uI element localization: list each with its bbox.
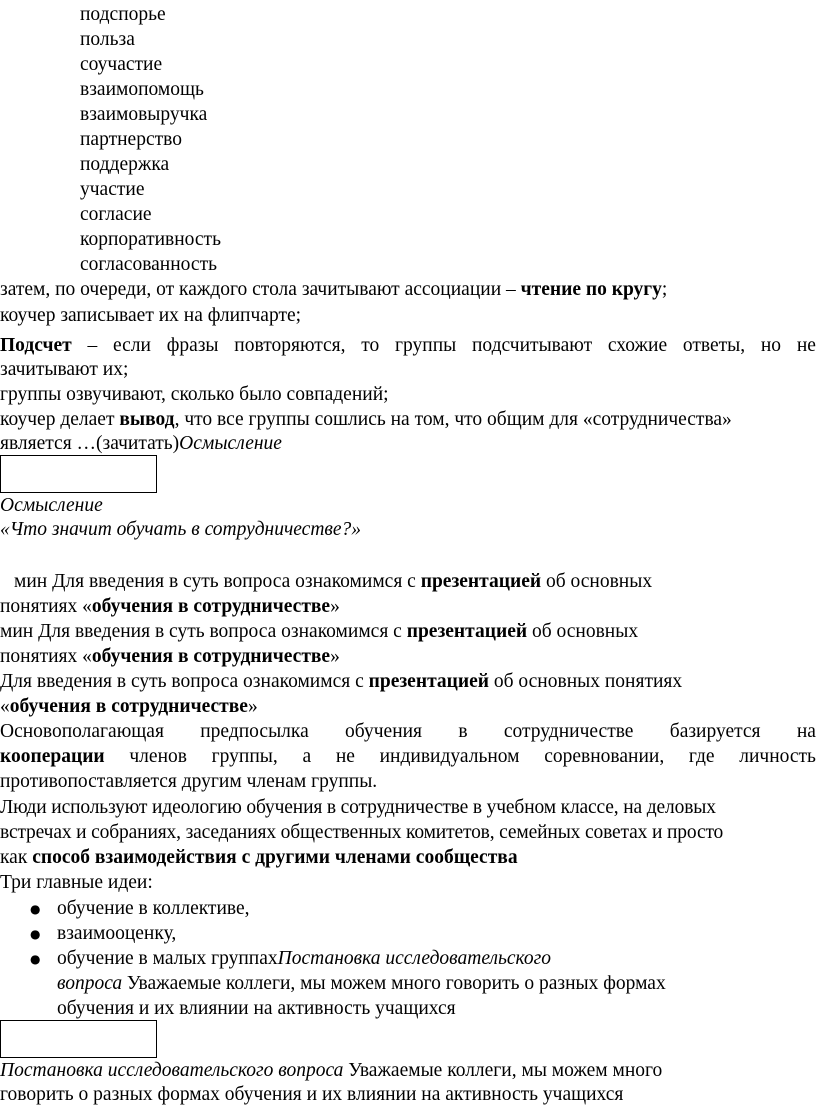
- empty-text-box: [0, 1020, 157, 1058]
- word-item: соучастие: [80, 54, 163, 75]
- presentation-line-3b: «обучения в сотрудничестве»: [0, 696, 258, 717]
- conclusion-text: коучер делает вывод, что все группы сошлись на том, что общим для «сотрудничества»: [0, 409, 732, 430]
- presentation-line-2: мин Для введения в суть вопроса ознакомимся с презентацией об основных: [0, 621, 639, 642]
- presentation-line-1: мин Для введения в суть вопроса ознакомимся с презентацией об основных: [14, 571, 653, 592]
- cooperation-paragraph-line2: кооперации членов группы, а не индивидуальном соревновании, где личность: [0, 746, 816, 767]
- bullet-icon: ●: [30, 902, 41, 916]
- bullet-icon: ●: [30, 952, 41, 966]
- groups-voice-text: группы озвучивают, сколько было совпадений;: [0, 384, 389, 405]
- word-item: согласованность: [80, 254, 217, 275]
- word-item: участие: [80, 179, 145, 200]
- reading-round-text: затем, по очереди, от каждого стола зачитывают ассоциации – чтение по кругу;: [0, 279, 668, 300]
- count-paragraph-line2: зачитывают их;: [0, 359, 129, 380]
- people-paragraph-line3: как способ взаимодействия с другими членами сообщества: [0, 847, 518, 868]
- research-question-text: Постановка исследовательского вопроса Уважаемые коллеги, мы можем много: [0, 1060, 663, 1081]
- empty-text-box: [0, 455, 157, 493]
- presentation-line-3: Для введения в суть вопроса ознакомимся с презентацией об основных понятиях: [0, 671, 683, 692]
- word-item: подспорье: [80, 4, 166, 25]
- word-item: взаимопомощь: [80, 79, 204, 100]
- research-question-text-line2: говорить о разных формах обучения и их влиянии на активность учащихся: [0, 1084, 624, 1105]
- list-item: обучение в малых группахПостановка исследовательского: [57, 948, 552, 969]
- list-item: взаимооценку,: [57, 923, 177, 944]
- word-item: поддержка: [80, 154, 170, 175]
- cooperation-paragraph: Основополагающая предпосылка обучения в сотрудничестве базируется на: [0, 721, 816, 742]
- word-item: партнерство: [80, 129, 182, 150]
- bullet-icon: ●: [30, 927, 41, 941]
- list-item-cont: вопроса Уважаемые коллеги, мы можем много говорить о разных формах: [57, 973, 666, 994]
- word-item: взаимовыручка: [80, 104, 208, 125]
- cooperation-paragraph-line3: противопоставляется другим членам группы.: [0, 771, 378, 792]
- word-item: польза: [80, 29, 135, 50]
- section-question: «Что значит обучать в сотрудничестве?»: [0, 519, 362, 540]
- conclusion-text-line2: является …(зачитать)Осмысление: [0, 433, 282, 454]
- list-item-cont: обучения и их влиянии на активность учащихся: [57, 998, 456, 1019]
- presentation-line-2b: понятиях «обучения в сотрудничестве»: [0, 646, 340, 667]
- word-item: корпоративность: [80, 229, 221, 250]
- people-paragraph-line2: встречах и собраниях, заседаниях общественных комитетов, семейных советах и просто: [0, 822, 724, 843]
- section-heading: Осмысление: [0, 495, 103, 516]
- list-item: обучение в коллективе,: [57, 898, 250, 919]
- word-item: согласие: [80, 204, 152, 225]
- presentation-line-1b: понятиях «обучения в сотрудничестве»: [0, 596, 340, 617]
- three-ideas-heading: Три главные идеи:: [0, 872, 153, 893]
- count-paragraph: Подсчет – если фразы повторяются, то группы подсчитывают схожие ответы, но не: [0, 335, 816, 356]
- flipchart-text: коучер записывает их на флипчарте;: [0, 305, 302, 326]
- people-paragraph: Люди используют идеологию обучения в сотрудничестве в учебном классе, на деловых: [0, 797, 716, 818]
